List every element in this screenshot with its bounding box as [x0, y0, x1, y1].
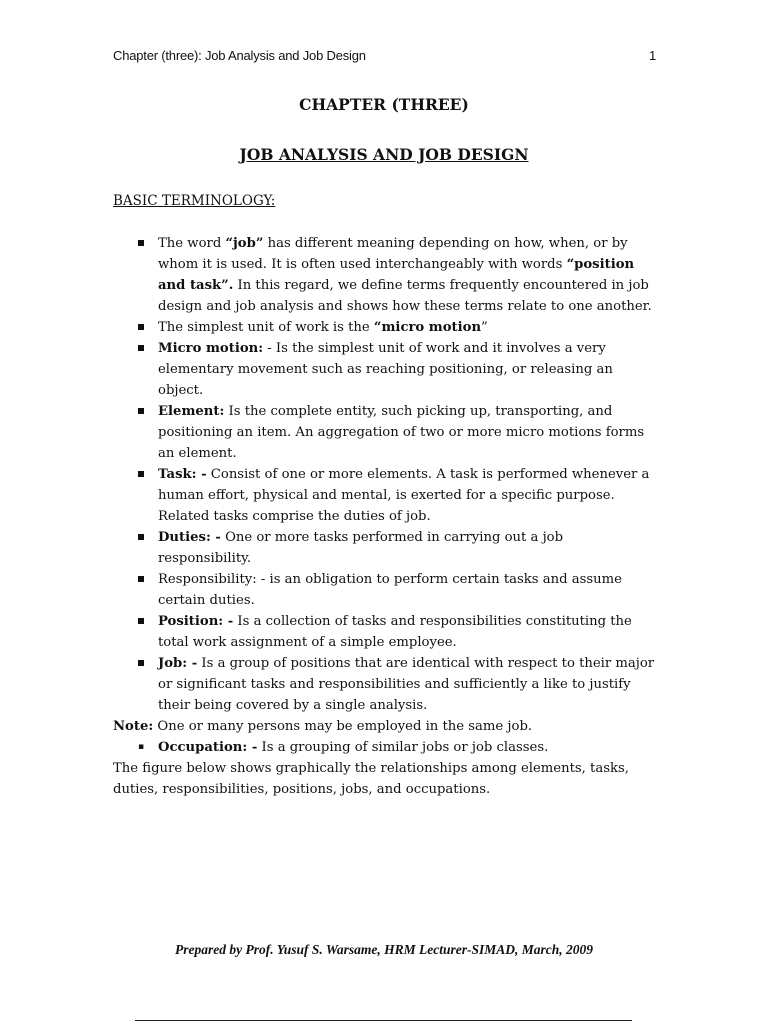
- list-item-micro-motion: [113, 338, 658, 401]
- closing-paragraph: The figure below shows graphically the relationships among elements, tasks, duties, responsibilities, positions, jobs, and occupations.: [113, 761, 629, 797]
- chapter-label: CHAPTER (THREE): [299, 95, 469, 114]
- definition: Consist of one or more elements. A task is performed whenever a human effort, physical and mental, is exerted for a specific purpose. Related tasks comprise the duties of job.: [158, 467, 650, 524]
- text: The word: [158, 236, 226, 251]
- definition: Is a group of positions that are identical with respect to their major or significant tasks and responsibilities and sufficiently a like to justify their being covered by a single analysis.: [158, 656, 655, 713]
- term: Position: -: [158, 614, 234, 629]
- list-item-task: [113, 464, 658, 527]
- bullet-icon: [138, 240, 144, 246]
- definition: - Is the simplest unit of work and it involves a very elementary movement such as reaching positioning, or releasing an object.: [158, 341, 613, 398]
- term: Duties: -: [158, 530, 221, 545]
- list-item-simplest-unit: [113, 317, 658, 338]
- bullet-icon: [138, 471, 144, 477]
- list-item-job-definition: [113, 653, 658, 716]
- footer-credit: Prepared by Prof. Yusuf S. Warsame, HRM Lecturer-SIMAD, March, 2009: [174, 942, 594, 957]
- bold-term: “job”: [225, 236, 264, 251]
- list-item-position: [113, 611, 658, 653]
- terminology-list: [113, 233, 658, 800]
- running-header: [113, 48, 656, 63]
- text: ”: [481, 320, 488, 335]
- bold-term: “micro motion: [373, 320, 482, 335]
- bullet-icon: [138, 408, 144, 414]
- term: Micro motion:: [158, 341, 264, 356]
- list-item-duties: [113, 527, 658, 569]
- running-title: Chapter (three): Job Analysis and Job Design: [113, 48, 366, 63]
- term: Task: -: [158, 467, 207, 482]
- list-item-occupation: [113, 737, 658, 758]
- page-number: 1: [648, 48, 656, 63]
- bullet-icon: [138, 660, 144, 666]
- bullet-icon: [138, 345, 144, 351]
- list-item-element: [113, 401, 658, 464]
- text: In this regard, we define terms frequently encountered in job design and job analysis and shows how these terms relate to one another.: [158, 278, 652, 314]
- text: The simplest unit of work is the: [158, 320, 374, 335]
- chapter-title: JOB ANALYSIS AND JOB DESIGN: [239, 145, 529, 164]
- definition: One or more tasks performed in carrying out a job responsibility.: [158, 530, 564, 566]
- footer-divider: [135, 1020, 632, 1021]
- definition: Is the complete entity, such picking up, transporting, and positioning an item. An aggregation of two or more micro motions forms an element.: [158, 404, 645, 461]
- list-item-job: [113, 233, 658, 317]
- bullet-icon: [138, 534, 144, 540]
- bullet-icon: [138, 618, 144, 624]
- definition: Is a grouping of similar jobs or job classes.: [257, 740, 549, 755]
- small-bullet-icon: ▪: [138, 742, 145, 752]
- list-item-responsibility: [113, 569, 658, 611]
- note-line: [113, 716, 658, 737]
- bold-term: “position and task”.: [158, 257, 635, 293]
- term: Occupation: -: [158, 740, 258, 755]
- text: has different meaning depending on how, when, or by whom it is used. It is often used interchangeably with words: [158, 236, 628, 272]
- definition: Is a collection of tasks and responsibilities constituting the total work assignment of a simple employee.: [158, 614, 632, 650]
- term: Job: -: [158, 656, 198, 671]
- note-label: Note:: [113, 719, 154, 734]
- note-text: One or many persons may be employed in the same job.: [153, 719, 533, 734]
- section-heading: BASIC TERMINOLOGY:: [113, 193, 276, 209]
- definition: Responsibility: - is an obligation to perform certain tasks and assume certain duties.: [158, 572, 622, 608]
- bullet-icon: [138, 576, 144, 582]
- term: Element:: [158, 404, 225, 419]
- bullet-icon: [138, 324, 144, 330]
